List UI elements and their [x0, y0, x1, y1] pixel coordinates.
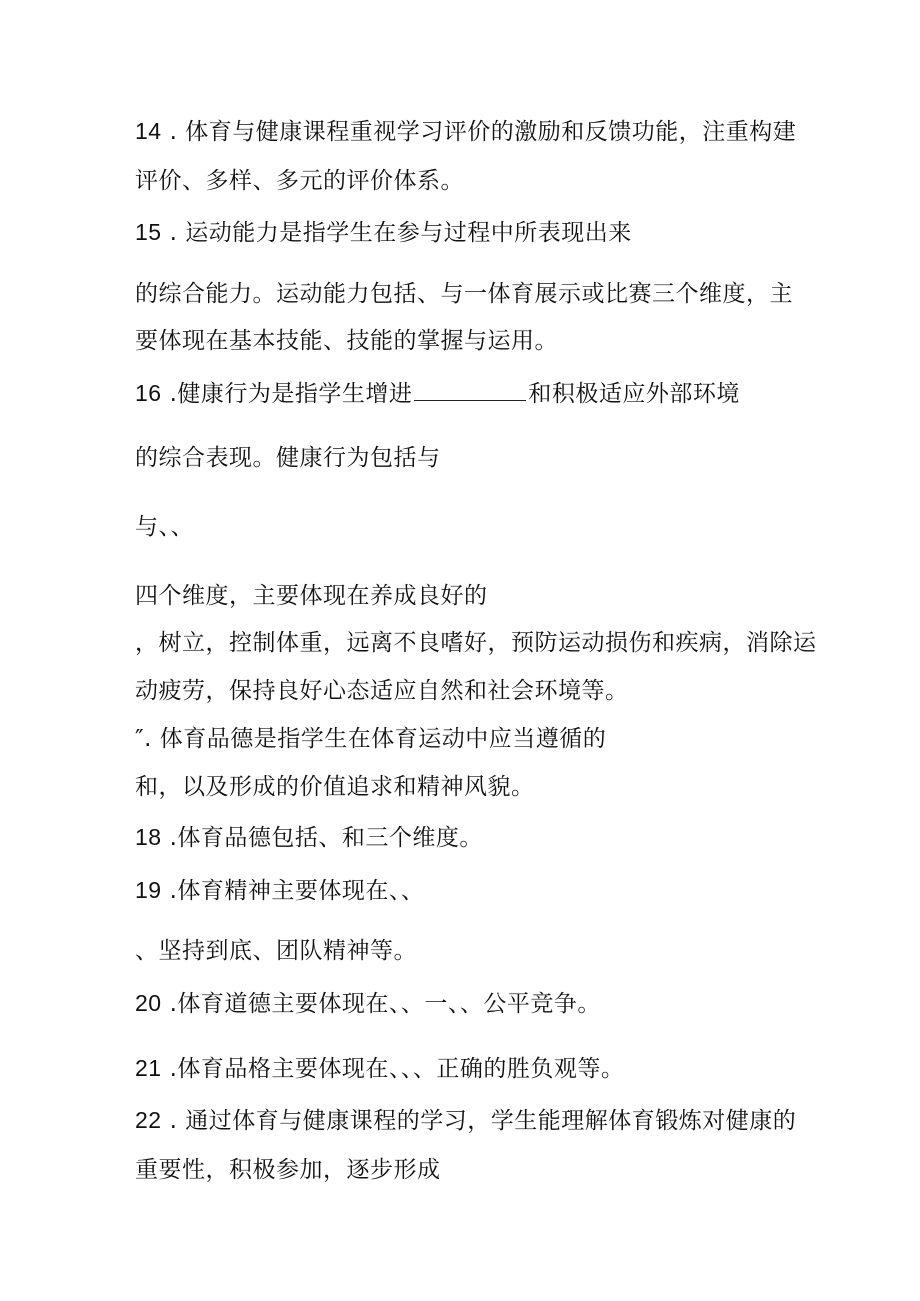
q19-number: 19 [135, 877, 162, 903]
q19-text-1: .体育精神主要体现在、、 [169, 878, 425, 904]
q16-line-4 [135, 585, 800, 608]
q16-text-5: ，树立，控制体重，远离不良嗜好，预防运动损伤和疾病，消除运 [135, 630, 817, 656]
q14-line-2 [135, 170, 800, 193]
q21-number: 21 [135, 1055, 162, 1081]
q22-number: 22 [135, 1107, 162, 1133]
q16-text-1b: 和积极适应外部环境 [528, 381, 740, 407]
q16-text-1a: .健康行为是指学生增进 [169, 381, 413, 407]
q16-text-2: 的综合表现。健康行为包括与 [135, 445, 441, 471]
q15-text-2: 的综合能力。运动能力包括、与一体育展示或比赛三个维度，主 [135, 281, 793, 307]
q16-line-5 [135, 630, 817, 656]
q16-number: 16 [135, 380, 162, 406]
q15-line-1 [135, 221, 800, 245]
q16-text-3: 与、、 [135, 514, 194, 540]
q15-number: 15 [135, 219, 162, 245]
q16-line-6 [135, 680, 800, 703]
q22-line-2 [135, 1159, 800, 1182]
q19-text-2: 、坚持到底、团队精神等。 [135, 938, 417, 964]
q15-text-1: . 运动能力是指学生在参与过程中所表现出来 [169, 220, 632, 246]
q19-line-1 [135, 879, 800, 903]
q21-line-1 [135, 1057, 800, 1081]
q16-line-1 [135, 382, 800, 406]
q15-text-3: 要体现在基本技能、技能的掌握与运用。 [135, 328, 558, 354]
q20-text-1: .体育道德主要体现在、、一、、公平竞争。 [169, 991, 601, 1017]
q16-text-6: 动疲劳，保持良好心态适应自然和社会环境等。 [135, 678, 629, 704]
q22-line-1 [135, 1109, 800, 1133]
q18-number: 18 [135, 824, 162, 850]
q17-line-1 [135, 728, 800, 751]
q22-text-1: . 通过体育与健康课程的学习，学生能理解体育锻炼对健康的 [169, 1108, 797, 1134]
q17-line-2 [135, 776, 800, 799]
q22-text-2: 重要性，积极参加，逐步形成 [135, 1157, 441, 1183]
q19-line-2 [135, 940, 800, 963]
q16-line-3 [135, 516, 800, 539]
q14-line-1 [135, 120, 800, 144]
q20-number: 20 [135, 990, 162, 1016]
q15-line-3 [135, 330, 800, 353]
q18-line-1 [135, 826, 800, 850]
q15-line-2 [135, 283, 800, 306]
q18-text-1: .体育品德包括、和三个维度。 [169, 825, 483, 851]
q17-text-1: ″. 体育品德是指学生在体育运动中应当遵循的 [135, 726, 607, 752]
q16-line-2 [135, 447, 800, 470]
q14-number: 14 [135, 118, 162, 144]
q21-text-1: .体育品格主要体现在、、、正确的胜负观等。 [169, 1056, 625, 1082]
q16-blank [414, 382, 526, 401]
q14-text-2: 评价、多样、多元的评价体系。 [135, 168, 464, 194]
q17-text-2: 和，以及形成的价值追求和精神风貌。 [135, 774, 535, 800]
q20-line-1 [135, 992, 800, 1016]
q16-text-4: 四个维度，主要体现在养成良好的 [135, 583, 488, 609]
q14-text-1: . 体育与健康课程重视学习评价的激励和反馈功能，注重构建 [169, 119, 797, 145]
